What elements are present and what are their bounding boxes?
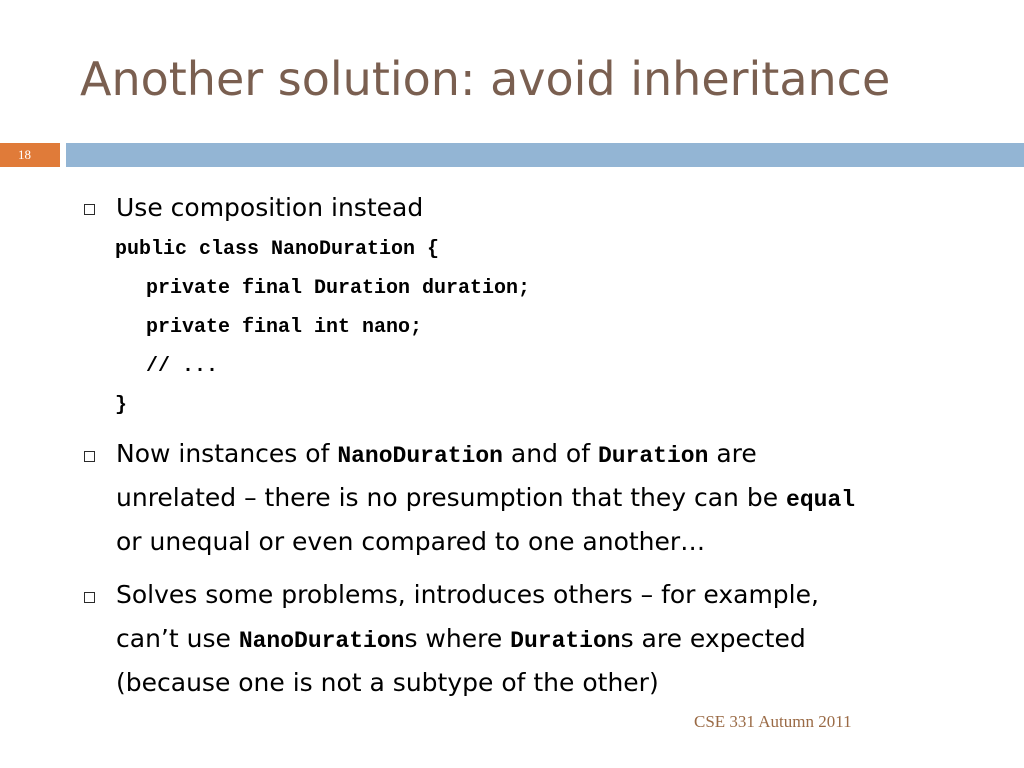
- bullet-square-icon: [84, 451, 95, 462]
- text-run: Solves some problems, introduces others – for example,: [116, 580, 819, 609]
- inline-code: Duration: [597, 443, 709, 469]
- code-line: }: [115, 394, 128, 417]
- bullet-square-icon: [84, 204, 95, 215]
- header-divider-bar: [66, 143, 1024, 167]
- slide-title: Another solution: avoid inheritance: [80, 52, 891, 106]
- bullet-line: [116, 580, 819, 609]
- inline-code: NanoDuration: [337, 443, 503, 469]
- text-run: (because one is not a subtype of the other): [116, 668, 659, 697]
- text-run: or unequal or even compared to one another…: [116, 527, 706, 556]
- text-run: s are expected: [620, 624, 806, 653]
- bullet-line: [116, 439, 757, 469]
- bullet-line: [116, 483, 855, 513]
- text-run: and of: [502, 439, 598, 468]
- text-run: can’t use: [116, 624, 239, 653]
- inline-code: equal: [786, 487, 856, 513]
- bullet-text: Use composition instead: [116, 193, 424, 222]
- bullet-square-icon: [84, 592, 95, 603]
- code-line: // ...: [146, 355, 219, 378]
- bullet-line: [116, 668, 659, 697]
- code-line: private final int nano;: [146, 316, 423, 339]
- text-run: Now instances of: [116, 439, 338, 468]
- inline-code: Duration: [510, 628, 621, 654]
- bullet-line: [116, 624, 806, 654]
- text-run: are: [708, 439, 757, 468]
- code-line: private final Duration duration;: [146, 277, 531, 300]
- code-line: public class NanoDuration {: [115, 238, 440, 261]
- slide-number: 18: [0, 143, 60, 167]
- text-run: unrelated – there is no presumption that they can be: [116, 483, 787, 512]
- bullet-line: [116, 527, 705, 556]
- slide-footer: CSE 331 Autumn 2011: [694, 712, 852, 731]
- text-run: s where: [404, 624, 511, 653]
- inline-code: NanoDuration: [238, 628, 405, 654]
